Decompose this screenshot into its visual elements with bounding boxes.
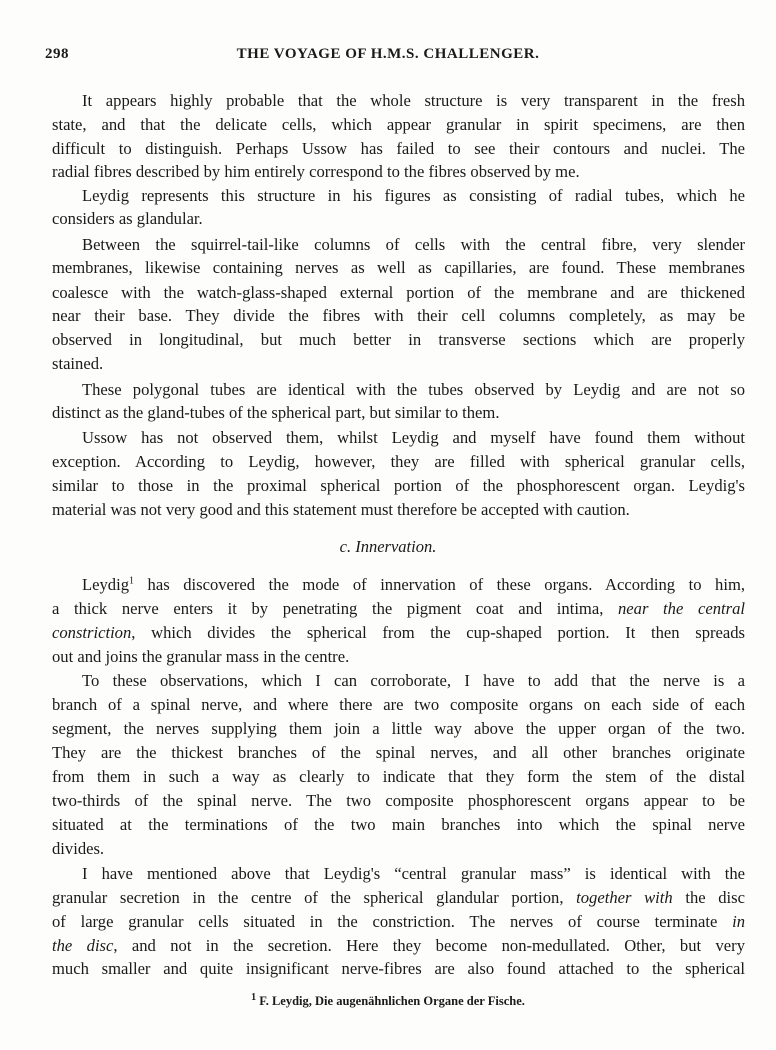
text-segment: state, and that the delicate cells, which appear granular in spirit specimens, are then xyxy=(52,115,745,134)
text-segment: distinct as the gland-tubes of the spherical part, but similar to them. xyxy=(52,403,500,422)
text-line xyxy=(52,161,745,183)
text-line xyxy=(52,935,745,957)
italic-text: the disc xyxy=(52,936,114,955)
italic-text: together with xyxy=(576,888,673,907)
text-line xyxy=(82,427,745,449)
text-line xyxy=(82,863,745,885)
text-line xyxy=(52,742,745,764)
text-line xyxy=(52,838,745,860)
text-segment: near their base. They divide the fibres with their cell columns completely, as may be xyxy=(52,306,745,325)
text-line xyxy=(52,911,745,933)
text-segment: It appears highly probable that the whole structure is very transparent in the fresh xyxy=(82,91,745,110)
text-line xyxy=(52,475,745,497)
text-line xyxy=(52,646,745,668)
text-line xyxy=(52,257,745,279)
text-segment: , which divides the spherical from the cup-shaped portion. It then spreads xyxy=(131,623,745,642)
italic-text: near the central xyxy=(618,599,745,618)
text-segment: divides. xyxy=(52,839,105,858)
text-line xyxy=(52,353,745,375)
section-heading: c. Innervation. xyxy=(339,537,437,556)
text-line xyxy=(52,305,745,327)
italic-text: constriction xyxy=(52,623,132,642)
text-segment: much smaller and quite insignificant nerve-fibres are also found attached to the spherical xyxy=(52,959,745,978)
text-line xyxy=(52,790,745,812)
running-title: THE VOYAGE OF H.M.S. CHALLENGER. xyxy=(236,46,540,62)
text-line xyxy=(52,766,745,788)
text-segment: exception. According to Leydig, however, they are filled with spherical granular cells, xyxy=(52,452,745,471)
text-line xyxy=(52,694,745,716)
footnote-marker: 1 xyxy=(251,991,257,1003)
text-line xyxy=(52,329,745,351)
text-line xyxy=(82,185,745,207)
text-segment: from them in such a way as clearly to indicate that they form the stem of the distal xyxy=(52,767,745,786)
text-line xyxy=(52,622,745,644)
footnote xyxy=(0,991,776,1009)
text-line xyxy=(52,114,745,136)
text-segment: of large granular cells situated in the constriction. The nerves of course terminate xyxy=(52,912,733,931)
text-segment: To these observations, which I can corroborate, I have to add that the nerve is a xyxy=(82,671,745,690)
text-segment: a thick nerve enters it by penetrating the pigment coat and intima, xyxy=(52,599,618,618)
text-line xyxy=(52,402,745,424)
text-segment: Leydig xyxy=(82,575,130,594)
text-line xyxy=(52,138,745,160)
text-segment: has discovered the mode of innervation of these organs. According to him, xyxy=(134,575,745,594)
italic-text: in xyxy=(732,912,745,931)
text-segment: branch of a spinal nerve, and where there are two composite organs on each side of each xyxy=(52,695,745,714)
text-segment: material was not very good and this statement must therefore be accepted with caution. xyxy=(52,500,630,519)
text-segment: These polygonal tubes are identical with the tubes observed by Leydig and are not so xyxy=(82,380,745,399)
text-line xyxy=(52,958,745,980)
text-segment: observed in longitudinal, but much better in transverse sections which are properly xyxy=(52,330,745,349)
footnote-reference: 1 xyxy=(129,575,135,587)
text-segment: stained. xyxy=(52,354,104,373)
text-line xyxy=(52,598,745,620)
text-segment: situated at the terminations of the two main branches into which the spinal nerve xyxy=(52,815,745,834)
text-line xyxy=(52,208,745,230)
text-line xyxy=(82,90,745,112)
text-segment: similar to those in the proximal spherical portion of the phosphorescent organ. Leydig's xyxy=(52,476,745,495)
text-segment: the disc xyxy=(672,888,745,907)
text-segment: two-thirds of the spinal nerve. The two composite phosphorescent organs appear to be xyxy=(52,791,745,810)
text-line xyxy=(52,282,745,304)
footnote-text: F. Leydig, Die augenähnlichen Organe der Fische. xyxy=(256,994,525,1008)
text-line xyxy=(52,499,745,521)
text-line xyxy=(82,670,745,692)
text-segment: segment, the nerves supplying them join a little way above the upper organ of the two. xyxy=(52,719,745,738)
text-line xyxy=(82,379,745,401)
text-segment: coalesce with the watch-glass-shaped external portion of the membrane and are thickened xyxy=(52,283,745,302)
text-segment: considers as glandular. xyxy=(52,209,203,228)
text-segment: out and joins the granular mass in the centre. xyxy=(52,647,350,666)
text-segment: Ussow has not observed them, whilst Leydig and myself have found them without xyxy=(82,428,745,447)
text-segment: radial fibres described by him entirely correspond to the fibres observed by me. xyxy=(52,162,580,181)
text-line xyxy=(52,451,745,473)
text-segment: , and not in the secretion. Here they become non-medullated. Other, but very xyxy=(113,936,745,955)
text-line xyxy=(52,814,745,836)
text-line xyxy=(82,234,745,256)
text-segment: Between the squirrel-tail-like columns of cells with the central fibre, very slender xyxy=(82,235,745,254)
text-segment: They are the thickest branches of the spinal nerves, and all other branches originate xyxy=(52,743,745,762)
text-segment: difficult to distinguish. Perhaps Ussow has failed to see their contours and nuclei. The xyxy=(52,139,745,158)
text-line xyxy=(52,718,745,740)
page-number: 298 xyxy=(45,46,69,62)
text-line xyxy=(52,887,745,909)
text-segment: I have mentioned above that Leydig's “central granular mass” is identical with the xyxy=(82,864,745,883)
text-line xyxy=(82,574,745,596)
text-segment: granular secretion in the centre of the spherical glandular portion, xyxy=(52,888,577,907)
text-segment: membranes, likewise containing nerves as well as capillaries, are found. These membranes xyxy=(52,258,745,277)
text-segment: Leydig represents this structure in his figures as consisting of radial tubes, which he xyxy=(82,186,745,205)
